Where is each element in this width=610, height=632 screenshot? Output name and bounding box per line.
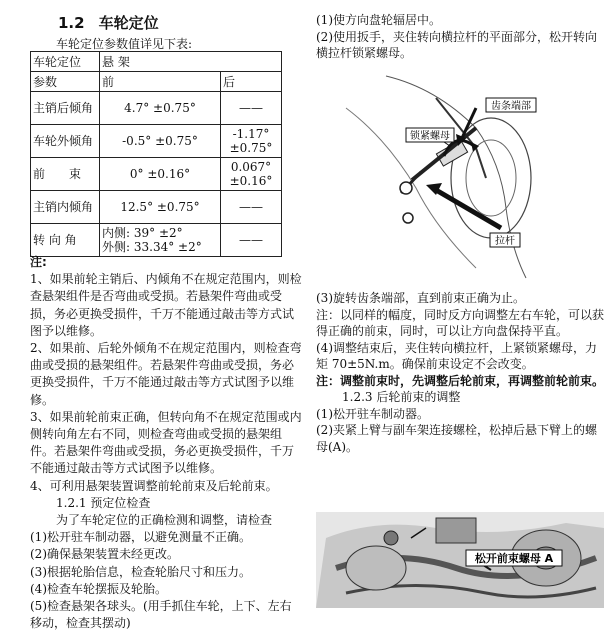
rear-suspension-figure [316, 498, 604, 608]
section-heading [30, 12, 159, 33]
header-cell: 车轮定位 [31, 52, 100, 72]
check-item: (4)检查车轮摆振及轮胎。 [30, 581, 167, 596]
table-row [31, 92, 282, 125]
loosen-nut-label: 松开前束螺母 A [474, 552, 554, 565]
serrated-end-label: 齿条端部 [491, 101, 531, 112]
check-item: (1)松开驻车制动器，以避免测量不正确。 [30, 530, 251, 545]
table-header-row [31, 72, 282, 92]
table-row [31, 125, 282, 158]
front-value: 4.7° ±0.75° [100, 92, 221, 125]
warning-note: 注：调整前束时，先调整后轮前束，再调整前轮前束。 [316, 373, 605, 388]
note-item: 4、可利用悬架装置调整前轮前束及后轮前束。 [30, 478, 278, 493]
note-item: 3、如果前轮前束正确，但转向角不在规定范围或内侧转向角左右不同，则检查弯曲或受损的悬架组件。若悬架件弯曲或受损，务必更换受损件，千万不能通过敲击等方式试图予以维修。 [30, 409, 302, 476]
locknut-label: 锁紧螺母 [410, 131, 450, 142]
note-item: 1、如果前轮主销后、内倾角不在规定范围内，则检查悬架组件是否弯曲或受损。若悬架件弯曲或受损，务必更换受损件，千万不能通过敲击等方式试图予以维修。 [30, 272, 302, 338]
table-row [31, 191, 282, 224]
front-value: 12.5° ±0.75° [100, 191, 221, 224]
subsection-intro: 为了车轮定位的正确检测和调整，请检查 [56, 513, 273, 528]
rear-value: -1.17° ±0.75° [221, 125, 282, 158]
step-item: (2)使用扳手，夹住转向横拉杆的平面部分，松开转向横拉杆锁紧螺母。 [316, 29, 598, 60]
right-steps-top [316, 12, 606, 62]
rear-value: —— [221, 224, 282, 257]
step-item: 注：以同样的幅度，同时反方向调整左右车轮，可以获得正确的前束，同时，可以让方向盘保持平直。 [316, 307, 605, 338]
right-steps-mid [316, 290, 606, 455]
notes-block [30, 254, 302, 632]
subsection-heading: 1.2.1 预定位检查 [56, 495, 151, 510]
header-group-cell: 悬 架 [100, 52, 282, 72]
param-name: 主销内倾角 [31, 191, 100, 224]
header-cell: 参数 [31, 72, 100, 92]
table-header-row [31, 52, 282, 72]
header-rear-cell: 后 [221, 72, 282, 92]
note-item: 2、如果前、后轮外倾角不在规定范围内，则检查弯曲或受损的悬架组件。若悬架件弯曲或受损，务必更换受损件，千万不能通过敲击等方式试图予以维修。 [30, 341, 302, 407]
rear-value: —— [221, 92, 282, 125]
front-value-line: 外侧: 33.34° ±2° [102, 240, 202, 254]
step-item: (4)调整结束后，夹住转向横拉杆，上紧锁紧螺母，力矩 70±5N.m。确保前束设定不会改变。 [316, 340, 598, 371]
section-title: 车轮定位 [98, 14, 159, 32]
table-row [31, 158, 282, 191]
front-value: 0° ±0.16° [100, 158, 221, 191]
rear-value: 0.067° ±0.16° [221, 158, 282, 191]
header-front-cell: 前 [100, 72, 221, 92]
alignment-table [30, 51, 282, 257]
check-item: (3)根据轮胎信息，检查轮胎尺寸和压力。 [30, 564, 251, 579]
front-value-line: 内侧: 39° ±2° [102, 226, 183, 240]
step-item: (1)松开驻车制动器。 [316, 406, 429, 421]
step-item: (1)使方向盘轮辐居中。 [316, 13, 441, 27]
front-value: -0.5° ±0.75° [100, 125, 221, 158]
tie-rod-figure [326, 68, 596, 284]
param-name: 车轮外倾角 [31, 125, 100, 158]
front-value [100, 224, 221, 257]
param-name: 转 向 角 [31, 224, 100, 257]
table-row [31, 224, 282, 257]
rear-value: —— [221, 191, 282, 224]
step-item: (2)夹紧上臂与副车架连接螺栓，松掉后悬下臂上的螺母(A)。 [316, 423, 598, 454]
section-number: 1.2 [58, 14, 85, 32]
check-item: (2)确保悬架装置未经更改。 [30, 547, 179, 562]
param-name: 主销后倾角 [31, 92, 100, 125]
param-name: 前 束 [31, 158, 100, 191]
table-caption: 车轮定位参数值详见下表: [56, 37, 193, 51]
subsection-heading: 1.2.3 后轮前束的调整 [342, 390, 461, 404]
check-item: (5)检查悬架各球头。(用手抓住车轮，上下、左右移动，检查其摆动) [30, 599, 292, 631]
notes-label: 注: [30, 255, 47, 269]
tie-rod-label: 拉杆 [495, 236, 515, 247]
step-item: (3)旋转齿条端部，直到前束正确为止。 [316, 291, 525, 305]
